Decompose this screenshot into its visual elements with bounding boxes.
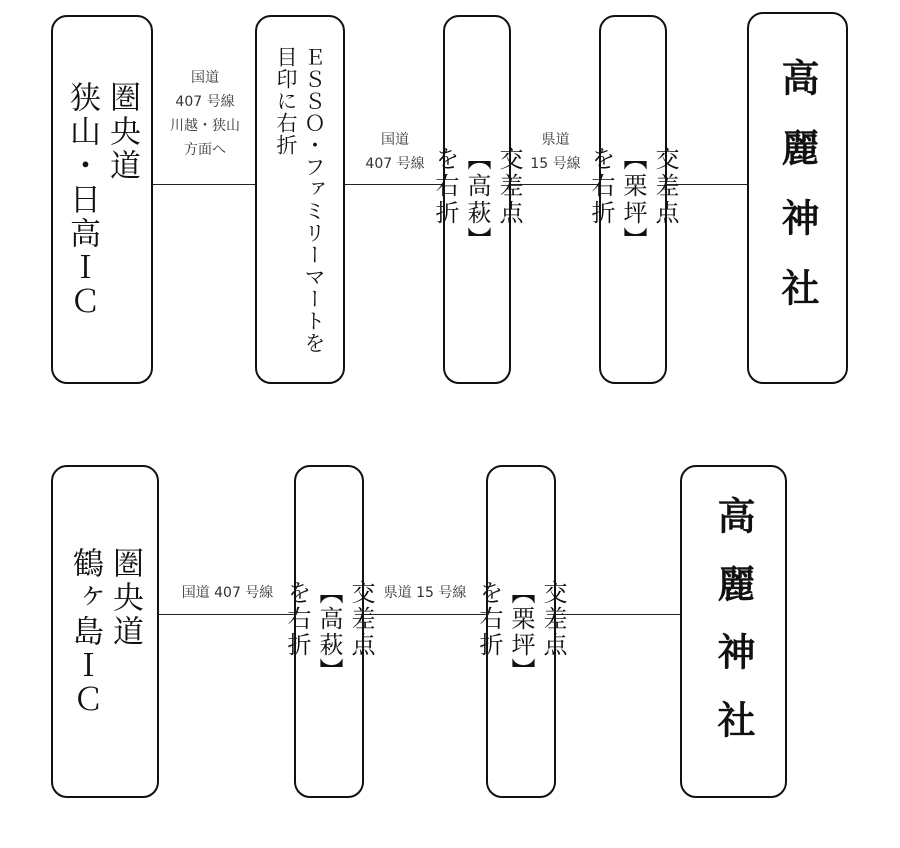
connector-line — [554, 614, 682, 615]
node-text: 交差点 【栗坪】 を右折 — [587, 145, 679, 254]
node-text: ＥＳＳＯ・ファミリーマートを 目印に右折 — [274, 45, 326, 354]
node-text: 圏央道 鶴ヶ島ＩＣ — [67, 546, 143, 717]
turn-node-esso-familymart — [255, 15, 345, 384]
route-label: 県道 15 号線 — [530, 132, 581, 172]
node-text: 交差点 【高萩】 を右折 — [431, 145, 523, 254]
turn-node-takahagi — [431, 15, 523, 384]
turn-node-takahagi — [283, 465, 375, 798]
destination-text: 高麗神社 — [711, 495, 756, 768]
connector-line — [362, 614, 488, 615]
connector-line — [157, 614, 296, 615]
connector-line — [152, 184, 257, 185]
route-label: 国道 407 号線 川越・狭山 方面へ — [170, 70, 240, 158]
destination-text: 高麗神社 — [775, 58, 820, 338]
start-node-tsurugashima-ic — [51, 465, 159, 798]
node-text: 圏央道 狭山・日高ＩＣ — [64, 80, 140, 319]
destination-koma-shrine — [747, 12, 848, 384]
turn-node-kuritsubo — [587, 15, 679, 384]
node-text: 交差点 【高萩】 を右折 — [283, 579, 375, 684]
destination-koma-shrine — [680, 465, 787, 798]
turn-node-kuritsubo — [475, 465, 567, 798]
route-label: 県道 15 号線 — [383, 585, 467, 601]
node-text: 交差点 【栗坪】 を右折 — [475, 579, 567, 684]
start-node-sayama-hidaka-ic — [51, 15, 153, 384]
route-label: 国道 407 号線 — [365, 132, 425, 172]
route-label: 国道 407 号線 — [181, 585, 274, 601]
